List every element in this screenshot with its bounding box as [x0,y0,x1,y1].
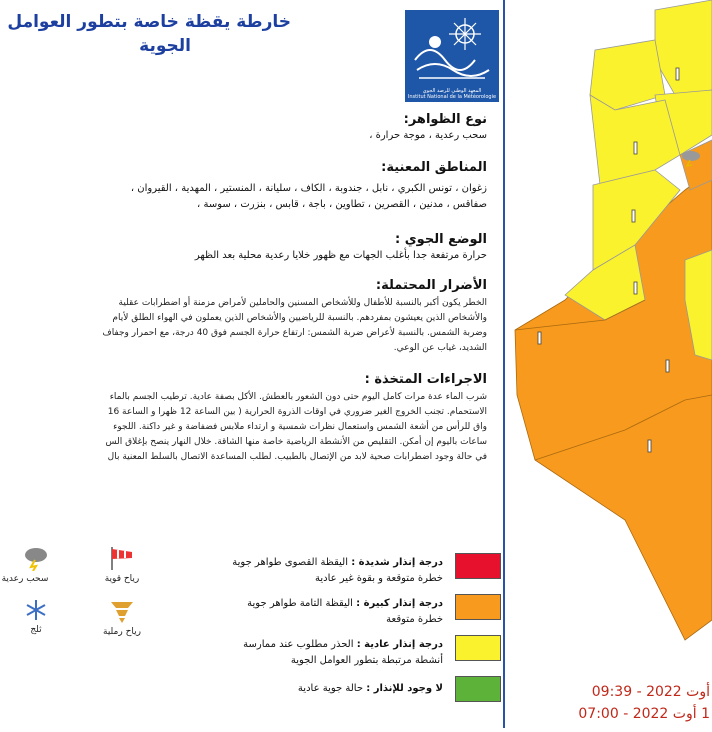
page-title [0,10,291,58]
snow-legend [6,598,66,635]
legend-high-desc1: اليقظة التامة طواهر جوية [247,598,353,609]
windsock-icon [108,545,136,571]
map-region-west-1 [590,95,680,185]
title-line-1: خارطة يقظة خاصة بتطور العوامل [7,12,291,32]
damage-heading: الأضرار المحتملة: [375,278,487,293]
legend-severe-desc1: اليقظة القصوى طواهر جوية [232,557,349,568]
legend-swatch-severe [455,553,501,579]
actions-line-2: الاستحمام. تجنب الخروج الغير ضروري في اوقات الذروة الحرارية ( بين الساعة 12 ظهرا و الساعة 16 [107,407,487,417]
snow-icon [24,598,48,622]
damage-line-4: الشديد، غياب عن الوعي. [393,343,487,353]
legend-none [298,681,443,697]
wind-label: رياح قوية [104,574,140,584]
legend-normal-desc2: أنشطة مرتبطة بتطور العوامل الجوية [290,655,443,666]
legend-swatch-none [455,676,501,702]
thunderstorm-icon [22,545,50,571]
legend-swatch-normal [455,635,501,661]
phenomena-text: سحب رعدية ، موجة حرارة ، [369,130,487,141]
legend-high-level: درجة إنذار كبيرة : [356,598,443,609]
legend-high-desc2: خطرة متوقعة [386,614,443,625]
legend-normal-level: درجة إنذار عادية : [356,639,443,650]
logo-caption-fr: Institut National de la Météorologie [407,94,497,100]
sand-legend [92,598,152,637]
logo-caption-ar: المعهد الوطني للرصد الجوي [422,88,482,94]
legend-swatch-high [455,594,501,620]
actions-heading: الاجراءات المتخذة : [364,372,487,387]
damage-line-3: وضربة الشمس. بالنسبة لأعراض ضربة الشمس: ارتفاع حرارة الجسم فوق 40 درجة، مع احمرار وجفاف [102,328,487,338]
alert-map [505,0,712,728]
legend-none-level: لا وجود للإنذار : [366,683,443,694]
logo-caption [405,88,499,100]
issued-date: أوت 2022 - 09:39 [591,684,710,700]
legend-severe-level: درجة إنذار شديدة : [351,557,443,568]
wind-legend [92,545,152,584]
map-region-north-1 [655,0,712,95]
map-region-north-2 [590,40,665,110]
legend-normal-desc1: الحذر مطلوب عند ممارسة [243,639,354,650]
regions-line-2: صفاقس ، مدنين ، القصرين ، تطاوين ، باجة ، قابس ، بنزرت ، سوسة ، [197,199,487,210]
damage-line-1: الخطر يكون أكبر بالنسبة للأطفال وللأشخاص المسنين والحاملين لأمراض مزمنة أو اضطرابات عقلية [118,298,487,308]
inm-logo [405,10,499,102]
storm-legend [1,545,66,584]
damage-line-2: والأشخاص الذين يعيشون بمفردهم. بالنسبة للرياضيين والأشخاص الذين يعملون في الهواء الطلق لأيام [112,313,487,323]
valid-date: 1 أوت 2022 - 07:00 [578,706,710,722]
legend-normal [243,637,443,669]
title-line-2: الجوية [139,36,191,56]
sand-label: رياح رملية [103,627,141,637]
legend-high [247,596,443,628]
storm-label: سحب رعدية [1,574,49,584]
regions-heading: المناطق المعنية: [381,160,487,175]
actions-line-4: ساعات باليوم إن أمكن. التقليص من الأنشطة الرياضية خاصة منها الشاقة. خلال النهار ينصح بإغلاق الس [105,437,487,447]
situation-heading: الوضع الجوي : [395,232,487,247]
actions-line-3: واق للرأس من أشعة الشمس واستعمال نظرات شمسية و ارتداء ملابس فضفاضة و غير داكنة. اللجوء [113,422,487,432]
legend-none-desc1: حالة جوية عادية [297,683,364,694]
logo-emblem-icon [405,10,499,90]
regions-line-1: زغوان ، تونس الكبري ، نابل ، جندوبة ، الكاف ، سليانة ، المنستير ، المهدية ، القيروان ، [130,183,487,194]
snow-label: ثلج [30,625,42,635]
tunisia-map [505,0,712,728]
actions-line-5: في حالة وجود اضطرابات صحية لابد من الإتصال بالطبيب. لطلب المساعدة الاتصال بالسلط المعنية بال [107,452,487,462]
legend-severe [232,555,443,587]
legend-severe-desc2: خطرة متوقعة و بقوة غير عادية [315,573,443,584]
sandstorm-icon [108,598,136,624]
situation-text: حرارة مرتفعة جدا بأغلب الجهات مع ظهور خلايا رعدية محلية بعد الظهر [194,250,487,261]
actions-line-1: شرب الماء عدة مرات كامل اليوم حتى دون الشعور بالعطش. الأكل بصفة عادية. ترطيب الجسم بالماء [109,392,487,402]
phenomena-heading: نوع الظواهر: [403,112,487,127]
